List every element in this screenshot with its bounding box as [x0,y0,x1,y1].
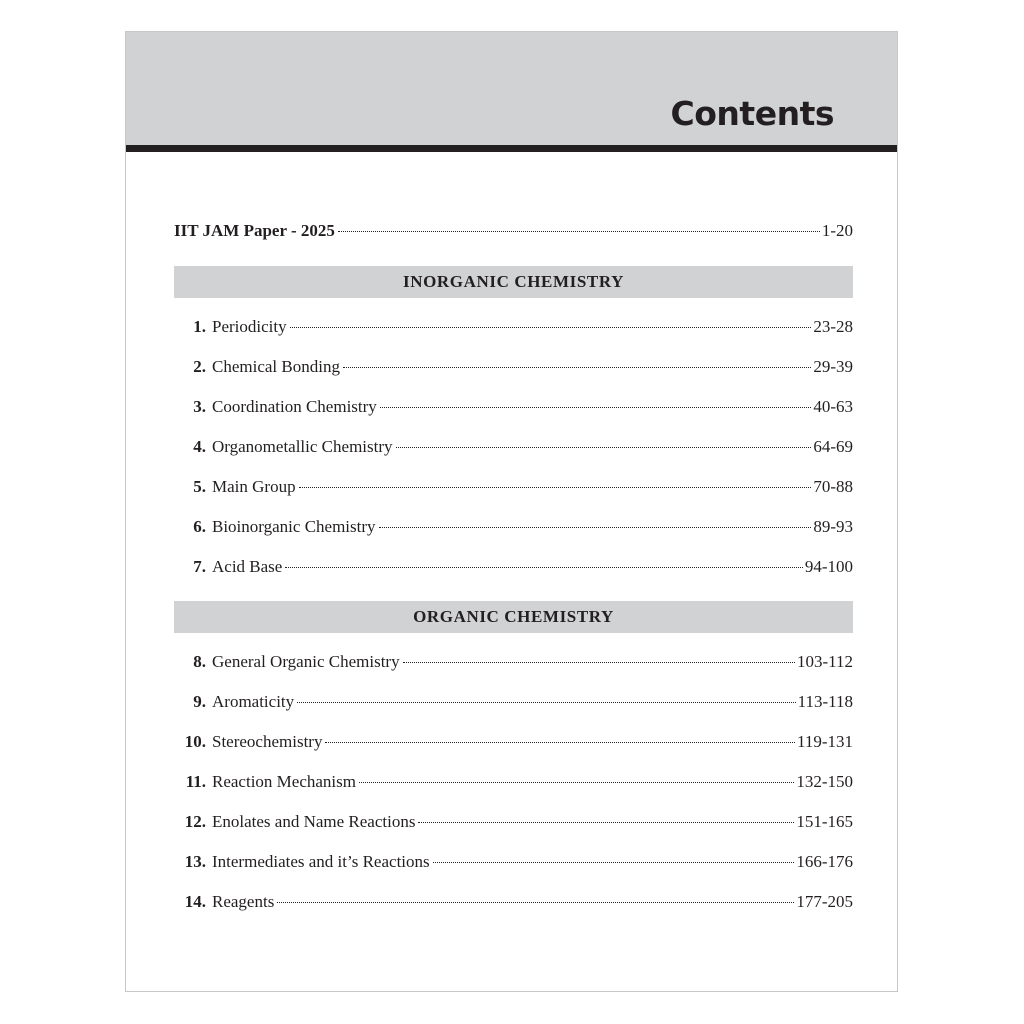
toc-entry-label: Reaction Mechanism [212,772,356,791]
toc-entry[interactable] [174,435,853,459]
toc-entry[interactable] [174,395,853,419]
dot-leader [290,327,812,328]
toc-entry[interactable] [174,515,853,539]
toc-entry-label: Intermediates and it’s Reactions [212,852,430,871]
dot-leader [379,527,812,528]
toc-entry[interactable] [174,850,853,874]
toc-entry-pages: 94-100 [804,557,853,576]
toc-entry-label: General Organic Chemistry [212,652,400,671]
toc-entry-number: 12. [184,812,206,831]
dot-leader [418,822,794,823]
toc-entry-number: 11. [185,772,206,791]
toc-entry-label: IIT JAM Paper - 2025 [174,221,335,240]
dot-leader [380,407,812,408]
dot-leader [343,367,811,368]
toc-entry-pages: 70-88 [813,477,853,496]
toc-entry-pages: 113-118 [797,692,853,711]
page-title: Contents [670,94,834,133]
dot-leader [396,447,812,448]
section-heading-organic: ORGANIC CHEMISTRY [174,601,853,633]
toc-entry-pages: 103-112 [796,652,853,671]
dot-leader [299,487,812,488]
toc-entry-label: Enolates and Name Reactions [212,812,416,831]
toc-entry-number: 9. [193,692,206,711]
toc-entry-pages: 40-63 [813,397,853,416]
toc-entry-label: Acid Base [212,557,283,576]
toc-entry-number: 4. [193,437,206,456]
dot-leader [297,702,795,703]
toc-entry-label: Bioinorganic Chemistry [212,517,376,536]
toc-entry-number: 6. [193,517,206,536]
toc-entry-pages: 89-93 [813,517,853,536]
toc-entry-number: 1. [193,317,206,336]
toc-entry-pages: 166-176 [796,852,853,871]
toc-entry-number: 5. [193,477,206,496]
dot-leader [285,567,802,568]
toc-entry-label: Reagents [212,892,275,911]
toc-entry-label: Chemical Bonding [212,357,340,376]
toc-entry-pages: 132-150 [796,772,853,791]
toc-entry-number: 7. [193,557,206,576]
toc-entry-number: 3. [193,397,206,416]
section-heading-inorganic: INORGANIC CHEMISTRY [174,266,853,298]
toc-entry-label: Stereochemistry [212,732,323,751]
toc-entry-label: Periodicity [212,317,287,336]
contents-page [125,31,898,992]
toc-entry-label: Main Group [212,477,296,496]
dot-leader [433,862,795,863]
toc-entry-pages: 151-165 [796,812,853,831]
toc-entry-number: 2. [193,357,206,376]
toc-entry-pages: 29-39 [813,357,853,376]
toc-entry-pages: 119-131 [796,732,853,751]
toc-entry-iit-jam-paper[interactable] [174,219,853,243]
dot-leader [325,742,795,743]
toc-entry[interactable] [174,810,853,834]
header-rule [126,145,897,152]
dot-leader [359,782,794,783]
toc-entry-label: Organometallic Chemistry [212,437,393,456]
toc-entry[interactable] [174,730,853,754]
toc-entry-number: 14. [184,892,206,911]
toc-entry[interactable] [174,770,853,794]
toc-entry-pages: 1-20 [821,221,853,240]
toc-entry-number: 8. [193,652,206,671]
toc-entry[interactable] [174,475,853,499]
toc-entry[interactable] [174,555,853,579]
dot-leader [403,662,795,663]
toc-entry-pages: 23-28 [813,317,853,336]
toc-entry[interactable] [174,650,853,674]
toc-entry[interactable] [174,890,853,914]
dot-leader [277,902,794,903]
toc-entry-number: 10. [184,732,206,751]
toc-entry[interactable] [174,690,853,714]
toc-entry-number: 13. [184,852,206,871]
toc-entry-pages: 177-205 [796,892,853,911]
toc-entry[interactable] [174,355,853,379]
dot-leader [338,231,820,232]
toc-entry-label: Coordination Chemistry [212,397,377,416]
toc-entry[interactable] [174,315,853,339]
toc-entry-pages: 64-69 [813,437,853,456]
toc-entry-label: Aromaticity [212,692,295,711]
